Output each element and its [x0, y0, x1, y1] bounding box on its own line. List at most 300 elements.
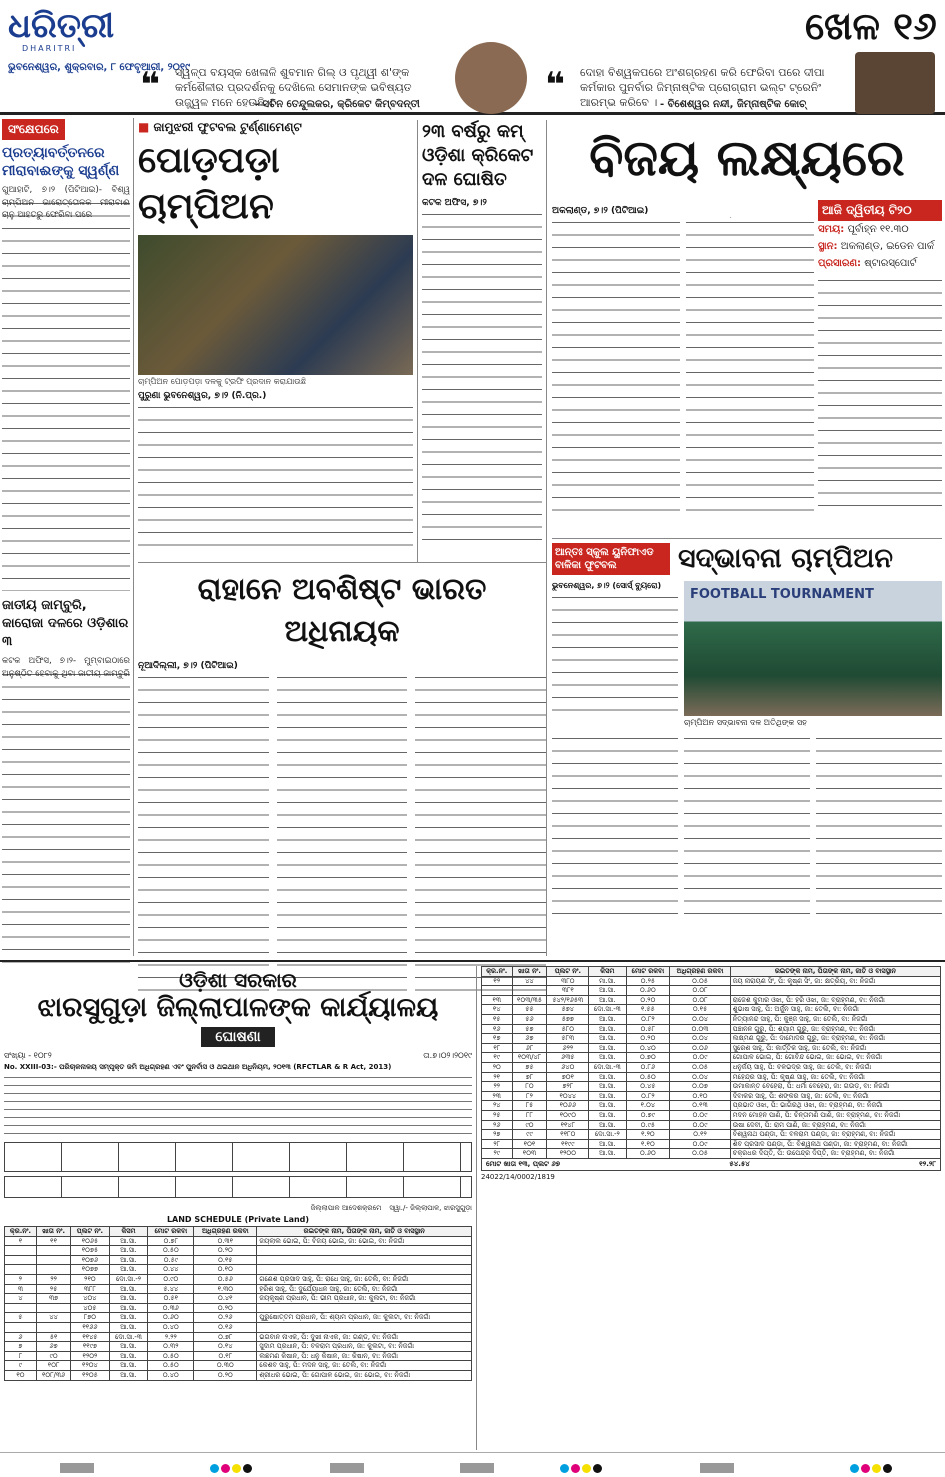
- table-cell: ୭୮: [512, 1072, 547, 1082]
- table-cell: [257, 1322, 472, 1332]
- masthead: [0, 0, 945, 115]
- land-schedule-table-left: [4, 1226, 472, 1381]
- table-cell: [36, 1265, 70, 1275]
- table-cell: ୦.୦୪: [670, 1072, 730, 1082]
- table-cell: ୨୦: [482, 1062, 513, 1072]
- table-cell: [36, 1255, 70, 1265]
- table-cell: ୧୪: [482, 1005, 513, 1015]
- table-row: [482, 1101, 941, 1111]
- table-cell: ୧୦୮: [36, 1361, 70, 1371]
- t20-info-row-venue: ସ୍ଥାନ: ଅକଲାଣ୍ଡ, ଇଡେନ ପାର୍କ: [818, 241, 935, 252]
- table-cell: ୨୭: [482, 1130, 513, 1140]
- table-cell: ୦.୬୦: [626, 986, 670, 996]
- table-cell: ବିଶ୍ୱନାଥ ପଣ୍ଡା, ପି: ବଳରାମ ପଣ୍ଡା, ଜା: ବ୍ରାହ୍ମଣ, ବା: ନିଜଗାଁ: [730, 1130, 940, 1140]
- story-school: [552, 538, 942, 919]
- table-cell: ୦.୭୯: [626, 1110, 670, 1120]
- table-cell: ଆ.ସା.: [109, 1342, 148, 1352]
- table-cell: ୦.୦୫: [670, 1062, 730, 1072]
- school-team-photo: [684, 581, 942, 716]
- table-row: [482, 1149, 941, 1159]
- table-cell: ୯୦: [36, 1351, 70, 1361]
- sidebar-briefs: [2, 118, 130, 956]
- table-cell: ୦.୪୦: [626, 1043, 670, 1053]
- table-row: [482, 1082, 941, 1092]
- table-cell: ୧.୨୦: [626, 1130, 670, 1140]
- table-cell: ୧୦୧: [512, 1139, 547, 1149]
- table-cell: ଆ.ସା.: [589, 1110, 626, 1120]
- table-cell: ଆ.ସା.: [589, 1053, 626, 1063]
- table-cell: ୦.୫୯: [148, 1255, 194, 1265]
- total-area: ୫୪.୫୪: [729, 1159, 750, 1168]
- table-cell: ଆ.ସା.: [109, 1265, 148, 1275]
- brief-1-body: [2, 199, 130, 591]
- table-cell: ରାଜେଶ କୁମାର ଓଝା, ପି: ହରି ଓଝା, ଜା: ବ୍ରାହ୍ମଣ, ବା: ନିଜଗାଁ: [730, 995, 940, 1005]
- table-cell: ଆ.ସା.: [109, 1255, 148, 1265]
- table-row: [482, 1005, 941, 1015]
- table-row: [5, 1255, 472, 1265]
- table-cell: ୨୯: [482, 1149, 513, 1159]
- notice-signature-2: ସ୍ୱା./- ଜିଲ୍ଲାପାଳ, ଝାରସୁଗୁଡ଼ା: [389, 1204, 472, 1212]
- story-t20-body-col2: [686, 218, 814, 518]
- notice-mini-table-2: [4, 1176, 472, 1198]
- table-cell: ପୁରୁଷୋତ୍ତମ ପ୍ରଧାନ, ପି: ଶ୍ୟାମ ପ୍ରଧାନ, ଜା: କୁଲଟା, ବା: ନିଜଗାଁ: [257, 1313, 472, 1323]
- table-row: [482, 1072, 941, 1082]
- table-cell: ୦.୫୧: [148, 1294, 194, 1304]
- table-cell: ୦.୨୫: [626, 976, 670, 986]
- table-cell: ୮୦: [512, 1082, 547, 1092]
- table-cell: ଶ୍ରୀଧର ଭୋଇ, ପି: ଗୋପାଳ ଭୋଇ, ଜା: ଭୋଇ, ବା: ନିଜଗାଁ: [257, 1370, 472, 1380]
- table-cell: [5, 1303, 37, 1313]
- story-football: [138, 120, 413, 553]
- brief-2-lead: କଟକ ଅଫିସ, ୭।୨- ମୁମ୍ବାଇଠାରେ ଅନୁଷ୍ଠିତ ହେବାକୁ ଥିବା ଜାତୀୟ ଜାମ୍ବୁରି: [2, 656, 130, 679]
- gray-block: [460, 1463, 494, 1473]
- story-rahane-headline: ରାହାନେ ଅବଶିଷ୍ଟ ଭାରତ ଅଧିନାୟକ: [197, 572, 487, 649]
- table-cell: ଆ.ସା.: [589, 1149, 626, 1159]
- table-cell: ଜୟଲାଲ ଭୋଇ, ପି: ବିଜୟ ଭୋଇ, ଜା: ଭୋଇ, ବା: ନିଜଗାଁ: [257, 1236, 472, 1246]
- table-cell: ୬୪୦: [547, 1062, 589, 1072]
- notice-act-line: No. XXIII-03:- ପରିଚାଳନାଳୟ ସମ୍ପୃକ୍ତ ଜମି ଅଧିଗ୍ରହଣ ଏବଂ ପୁନର୍ବାସ ଓ ଥଇଥାନ ଅଧିନିୟମ, ୨୦୧୩ (RFCTLAR & R Act, 2013): [4, 1063, 392, 1071]
- table-cell: ୦.୦୪: [670, 1034, 730, 1044]
- table-cell: ୦.୮୨: [626, 1091, 670, 1101]
- brief-2-body: [2, 670, 130, 970]
- table-cell: ୧୧୬୬: [71, 1322, 109, 1332]
- gray-block: [60, 1463, 94, 1473]
- print-color-strip: [0, 1452, 945, 1472]
- table-row: [5, 1246, 472, 1256]
- table-cell: ଦୋ.ସା.-୨: [109, 1274, 148, 1284]
- table-row: [5, 1322, 472, 1332]
- table-cell: ୦.୪୦: [148, 1370, 194, 1380]
- table-cell: ଆ.ସା.: [109, 1361, 148, 1371]
- table-cell: ୧୨୦୪: [71, 1361, 109, 1371]
- table-cell: ଆ.ସା.: [589, 1101, 626, 1111]
- table-cell: ଆ.ସା.: [589, 1034, 626, 1044]
- table-cell: ୫.୪୪: [148, 1284, 194, 1294]
- table-cell: ୦.୨୦: [194, 1246, 257, 1256]
- table-cell: ୩୮୦: [547, 976, 589, 986]
- table-cell: ୧୯: [482, 1053, 513, 1063]
- table-cell: ୦.୨୬: [194, 1313, 257, 1323]
- table-row: [482, 1091, 941, 1101]
- table-cell: ୦.୦୯: [670, 1120, 730, 1130]
- table-cell: ୦.୭୦: [626, 1053, 670, 1063]
- table-cell: ୦.୨୦: [194, 1370, 257, 1380]
- table-row: [5, 1265, 472, 1275]
- story-football-kicker: ■ ଜାମୁଝରୀ ଫୁଟବଲ ଟୁର୍ଣ୍ଣାମେଣ୍ଟ: [138, 120, 302, 134]
- table-cell: ୪୪: [512, 976, 547, 986]
- table-cell: ୬୩୫: [547, 1053, 589, 1063]
- table-cell: ୧୨: [482, 976, 513, 986]
- table-cell: ଲଛମଣ କିଷାନ, ପି: ଧନୁ କିଷାନ, ଜା: କିଷାନ, ବା: ନିଜଗାଁ: [257, 1351, 472, 1361]
- table-cell: ୦.୦୩: [670, 1024, 730, 1034]
- coach-portrait: [855, 52, 935, 114]
- story-u23: [422, 120, 542, 550]
- table-cell: ଦୋ.ସା.-୩: [109, 1332, 148, 1342]
- table-cell: ୫୪୨/୧୬୫୩: [547, 995, 589, 1005]
- table-header-cell: ପ୍ଲଟ ନଂ.: [71, 1227, 109, 1237]
- table-cell: ୧.୧୦: [626, 1139, 670, 1149]
- table-cell: ଗଣେଶ ପ୍ରସାଦ ସାହୁ, ପି: ରାଧେ ସାହୁ, ଜା: ତେଲି, ବା: ନିଜଗାଁ: [257, 1274, 472, 1284]
- quote-2-author: - ବିଶେଶ୍ୱର ନନ୍ଦୀ, ଜିମ୍ନାଷ୍ଟିକ କୋଚ୍: [660, 99, 807, 110]
- t20-info-row-time: ସମୟ: ପୂର୍ବାହ୍ନ ୧୧.୩୦: [818, 224, 909, 235]
- table-cell: ୧: [5, 1236, 37, 1246]
- cmyk-swatches: [850, 1458, 894, 1477]
- table-cell: ମଦନ ମୋହନ ପାଣି, ପି: ଚିନ୍ତାମଣି ପାଣି, ଜା: ବ୍ରାହ୍ମଣ, ବା: ନିଜଗାଁ: [730, 1110, 940, 1120]
- column-rule: [476, 966, 477, 1450]
- table-cell: ୧୨୦୦: [547, 1149, 589, 1159]
- table-cell: ୦.୦୯: [670, 1053, 730, 1063]
- brief-1-lead: ଗୁଆହାଟି, ୭।୨ (ପିଟିଆଇ)- ବିଶ୍ୱ ଚାମ୍ପିଅନ ଭାରୋତ୍ତୋଳକ ମୀରାବାଈ ଚାନୁ ଆହତରୁ ଫେରିବା ପରେ: [2, 185, 130, 221]
- table-cell: ୦.୮୨: [626, 1014, 670, 1024]
- table-cell: ଆ.ସା.: [589, 1139, 626, 1149]
- table-cell: ଆ.ସା.: [109, 1313, 148, 1323]
- table-cell: ୦.୬୦: [626, 1149, 670, 1159]
- table-header-cell: କ୍ର.ନଂ.: [5, 1227, 37, 1237]
- table-cell: ଶୁଭାଷ ସାହୁ, ପି: ଅର୍ଜୁନ ସାହୁ, ଜା: ତେଲି, ବା: ନିଜଗାଁ: [730, 1005, 940, 1015]
- land-schedule-table-right: [481, 966, 941, 1159]
- table-cell: ୧୧୪୮: [547, 1120, 589, 1130]
- table-cell: ୩୮୧: [547, 986, 589, 996]
- table-cell: ୧୦୭୫: [71, 1246, 109, 1256]
- table-cell: ୨: [5, 1274, 37, 1284]
- masthead-dateline: ଭୁବନେଶ୍ୱର, ଶୁକ୍ରବାର, ୮ ଫେବୃଆରୀ, ୨୦୧୯: [8, 62, 191, 73]
- table-cell: ମା.ସା.: [589, 976, 626, 986]
- table-cell: ଆ.ସା.: [109, 1322, 148, 1332]
- quote-2-text: ଦୋହା ବିଶ୍ୱକପରେ ଅଂଶଗ୍ରହଣ କରି ଫେରିବା ପରେ ଦୀପା କର୍ମକାର ପୁନର୍ବାର ଜିମ୍ନାଷ୍ଟିକ ପ୍ରୋଗ୍ରାମ ଭଲ୍ଟ ଟ୍ରେନିଂ ଆରମ୍ଭ କରିବେ ।: [580, 66, 825, 109]
- table-cell: ୧୧: [36, 1236, 70, 1246]
- quote-1-author: - ସଚିନ ତେନ୍ଦୁଲକର, କ୍ରିକେଟ କିମ୍ବଦନ୍ତୀ: [255, 99, 420, 110]
- table-cell: ୧୦୬୫: [71, 1236, 109, 1246]
- land-schedule-title: LAND SCHEDULE (Private Land): [166, 1215, 310, 1224]
- gray-block: [700, 1463, 734, 1473]
- table-cell: ୫୮୩: [547, 1034, 589, 1044]
- table-cell: [36, 1303, 70, 1313]
- table-cell: ୧.୦୪: [626, 1101, 670, 1111]
- table-header-cell: କିସମ: [109, 1227, 148, 1237]
- notice-office-title: ଝାରସୁଗୁଡ଼ା ଜିଲ୍ଲାପାଳଙ୍କ କାର୍ଯ୍ୟାଳୟ: [37, 992, 439, 1023]
- notice-mini-table-1: [4, 1142, 472, 1172]
- table-cell: ୫୭୭: [547, 1014, 589, 1024]
- table-cell: ୮୫: [512, 1101, 547, 1111]
- story-rahane-dateline: ନୂଆଦିଲ୍ଲୀ, ୭।୨ (ପିଟିଆଇ): [138, 661, 238, 671]
- notice-ref-no: ସଂଖ୍ୟା - ୧୦୮୨: [4, 1051, 52, 1060]
- table-row: [5, 1294, 472, 1304]
- table-cell: ଜୟକୃଷ୍ଣ ପ୍ରଧାନ, ପି: ଭୀମ ପ୍ରଧାନ, ଜା: କୁଲଟା, ବା: ନିଜଗାଁ: [257, 1294, 472, 1304]
- table-cell: ୪୪: [36, 1313, 70, 1323]
- table-cell: ୦.୧୮: [194, 1351, 257, 1361]
- table-cell: ୮: [5, 1351, 37, 1361]
- newspaper-logo-sub: DHARITRI: [22, 44, 77, 53]
- story-u23-dateline: କଟକ ଅଫିସ, ୭।୨: [422, 198, 487, 208]
- table-row: [5, 1284, 472, 1294]
- story-football-dateline: ପୁରୁଣା ଭୁବନେଶ୍ୱର, ୭।୨ (ନି.ପ୍ର.): [138, 391, 267, 401]
- table-cell: ୧୨୦୨: [71, 1351, 109, 1361]
- table-cell: ୨୧: [482, 1072, 513, 1082]
- story-t20-body-col1: [552, 218, 680, 518]
- table-row: [482, 1053, 941, 1063]
- table-header-cell: ମୋଟ ରକବା: [626, 967, 670, 977]
- table-cell: ଆ.ସା.: [109, 1236, 148, 1246]
- table-cell: ୦.୧୫: [670, 1005, 730, 1015]
- table-cell: ୦.୦୬: [670, 1043, 730, 1053]
- table-cell: ୦.୧୪: [194, 1342, 257, 1352]
- table-cell: ୦.୭୮: [194, 1332, 257, 1342]
- page-label: ଖେଳ ୧୬: [805, 4, 937, 48]
- table-cell: ୬୭: [512, 1034, 547, 1044]
- story-t20-headline: ବିଜୟ ଲକ୍ଷ୍ୟରେ: [589, 128, 905, 187]
- table-row: [482, 986, 941, 996]
- table-cell: ୯୯: [512, 1130, 547, 1140]
- quote-icon: ❝: [140, 65, 160, 105]
- table-cell: ୦.୪୧: [194, 1294, 257, 1304]
- table-cell: ୦.୩୦: [194, 1361, 257, 1371]
- table-row: [482, 1043, 941, 1053]
- notice-label: ଘୋଷଣା: [201, 1027, 274, 1047]
- table-cell: ୦.୩୨: [148, 1342, 194, 1352]
- table-cell: ୪୦୪: [71, 1294, 109, 1304]
- table-cell: ୦.୪୦: [148, 1322, 194, 1332]
- table-cell: ୫୬: [512, 1014, 547, 1024]
- table-cell: ଆ.ସା.: [589, 986, 626, 996]
- table-cell: ୫: [5, 1313, 37, 1323]
- table-row: [482, 1139, 941, 1149]
- table-cell: ୦.୦୯: [670, 1110, 730, 1120]
- table-header-cell: ରଇତଙ୍କ ନାମ, ପିତାଙ୍କ ନାମ, ଜାତି ଓ ବାସସ୍ଥାନ: [730, 967, 940, 977]
- table-row: [482, 1014, 941, 1024]
- brief-2-headline: ଜାତୀୟ ଜାମ୍ବୁରି, କାରୋଜା ଦଳରେ ଓଡ଼ିଶାର ୩: [2, 598, 129, 649]
- table-cell: ୦.୨୦: [626, 995, 670, 1005]
- table-cell: ୦.୫୦: [148, 1361, 194, 1371]
- notice-ref-date: ତା.୭।୦୨।୨୦୧୯: [423, 1051, 472, 1060]
- table-header-cell: କ୍ର.ନଂ.: [482, 967, 513, 977]
- table-cell: ୦.୨୦: [626, 1034, 670, 1044]
- table-cell: [257, 1246, 472, 1256]
- column-rule: [417, 120, 418, 562]
- table-cell: ୨୩: [482, 1091, 513, 1101]
- table-cell: ୧୦୩/୪୮: [512, 1053, 547, 1063]
- table-cell: ୧୮: [482, 1043, 513, 1053]
- table-cell: ୧୨୦୫: [71, 1370, 109, 1380]
- table-cell: ୧୦୭୬: [71, 1255, 109, 1265]
- table-cell: ୬୨୨: [547, 1043, 589, 1053]
- table-cell: ୦.୧୩: [670, 1101, 730, 1111]
- table-cell: ୧୦୪୪: [547, 1091, 589, 1101]
- table-cell: ୦.୩୧: [194, 1236, 257, 1246]
- table-cell: ୨.୨୨: [148, 1332, 194, 1342]
- table-cell: ୧୦୮/୩୬: [36, 1370, 70, 1380]
- table-cell: [5, 1265, 37, 1275]
- notice-footer-code: 24022/14/0002/1819: [481, 1172, 555, 1181]
- table-cell: ୦.୯୫: [626, 1120, 670, 1130]
- table-cell: ୩୮୮: [71, 1284, 109, 1294]
- cmyk-swatches: [210, 1458, 254, 1477]
- table-cell: ୧୧୯୯: [547, 1139, 589, 1149]
- table-row: [5, 1313, 472, 1323]
- table-cell: ୧୧୮୦: [547, 1130, 589, 1140]
- table-cell: ଦିବାକର ସାହୁ, ପି: ଶଙ୍କର ସାହୁ, ଜା: ତେଲି, ବା: ନିଜଗାଁ: [730, 1091, 940, 1101]
- table-cell: ୦.୪୪: [148, 1265, 194, 1275]
- table-cell: ୦.୪୫: [626, 1082, 670, 1092]
- story-football-body: [138, 403, 413, 553]
- table-cell: ଦୋ.ସା.-୩: [589, 1062, 626, 1072]
- table-cell: ୮୨: [512, 1091, 547, 1101]
- table-row: [482, 1062, 941, 1072]
- table-cell: ୧୦୬୬: [547, 1101, 589, 1111]
- table-cell: ୧୫: [482, 1014, 513, 1024]
- story-rahane: [138, 562, 546, 993]
- quote-1-text: ସ୍ୱଳ୍ପ ବୟସ୍କ ଖେଳାଳି ଶୁବମାନ ଗିଲ୍ ଓ ପୃଥ୍ୱୀ ଶ'ଙ୍କ କର୍ମଶୈଳୀର ପ୍ରଦର୍ଶନକୁ ଦେଖିଲେ ସେମାନଙ୍କ ଭବିଷ୍ୟତ ଉଜ୍ଜ୍ୱଳ ମନେ ହେଉଛି ।: [175, 66, 412, 109]
- table-cell: ୫୭: [512, 1024, 547, 1034]
- table-cell: ଆ.ସା.: [109, 1303, 148, 1313]
- table-cell: ୫୧: [36, 1332, 70, 1342]
- story-rahane-body-col3: [415, 673, 546, 993]
- t20-info-title: ଆଜି ଦ୍ୱିତୀୟ ଟି୨୦: [818, 200, 942, 221]
- t20-squads-text: [818, 276, 942, 516]
- story-rahane-body-col1: [138, 673, 269, 993]
- table-row: [482, 1130, 941, 1140]
- table-cell: ୦.୦୮: [670, 995, 730, 1005]
- table-row: [482, 995, 941, 1005]
- table-cell: ନିତ୍ୟାନନ୍ଦ ସାହୁ, ପି: କୁଞ୍ଜ ସାହୁ, ଜା: ତେଲି, ବା: ନିଜଗାଁ: [730, 1014, 940, 1024]
- table-cell: ୦.୧୬: [194, 1322, 257, 1332]
- table-cell: ୨୮: [482, 1139, 513, 1149]
- table-row: [5, 1332, 472, 1342]
- sachin-portrait: [455, 42, 527, 114]
- table-cell: ୬୮: [512, 1043, 547, 1053]
- table-cell: ୭୨୮: [547, 1082, 589, 1092]
- notice-signature: ଜିଲ୍ଲାପାଳ ଆଦେଶକ୍ରମେ: [310, 1204, 382, 1212]
- total-area-acquired: ୧୨.୨୮: [919, 1159, 936, 1168]
- story-school-body-col4: [816, 734, 942, 919]
- table-header-cell: ପ୍ଲଟ ନଂ.: [547, 967, 589, 977]
- t20-info-row-broadcast: ପ୍ରସାରଣ: ଷ୍ଟାରସ୍ପୋର୍ଟ: [818, 258, 917, 269]
- total-row-label: ମୋଟ ଖାତା ୧୩, ପ୍ଲଟ ୬୭: [486, 1159, 560, 1168]
- table-cell: ୦.୧୦: [194, 1265, 257, 1275]
- table-cell: [5, 1255, 37, 1265]
- table-cell: ୮୮: [512, 1110, 547, 1120]
- table-cell: [512, 986, 547, 996]
- table-cell: ୦.୦୪: [670, 1014, 730, 1024]
- table-row: [5, 1370, 472, 1380]
- table-cell: ଦୋ.ସା.-୨: [589, 1130, 626, 1140]
- table-cell: ୦.୦୮: [670, 986, 730, 996]
- table-cell: ଆ.ସା.: [589, 1091, 626, 1101]
- cmyk-swatches: [560, 1458, 604, 1477]
- table-cell: ୮୭୦: [71, 1313, 109, 1323]
- table-cell: ଆ.ସା.: [109, 1246, 148, 1256]
- table-cell: ୧୩: [482, 995, 513, 1005]
- table-cell: ୨୨: [482, 1082, 513, 1092]
- story-school-headline: ସଦ୍ଭାବନା ଚାମ୍ପିଅନ: [678, 543, 893, 574]
- table-cell: ୦.୫୬: [194, 1274, 257, 1284]
- table-row: [482, 1110, 941, 1120]
- table-cell: ୦.୦୯: [670, 1139, 730, 1149]
- table-row: [5, 1342, 472, 1352]
- table-cell: ୩: [5, 1284, 37, 1294]
- notice-body-text: [4, 1074, 472, 1138]
- photo-banner-text: FOOTBALL TOURNAMENT: [690, 587, 874, 602]
- table-cell: ଆ.ସା.: [589, 995, 626, 1005]
- brief-1-headline: ପ୍ରତ୍ୟାବର୍ତ୍ତନରେ ମୀରାବାଈଙ୍କୁ ସ୍ୱର୍ଣ୍ଣ: [2, 145, 120, 179]
- government-notice-ad: [0, 960, 945, 1450]
- table-cell: ୫୮୦: [547, 1024, 589, 1034]
- table-header-cell: ଖାତା ନଂ.: [512, 967, 547, 977]
- table-cell: ପ୍ରଭାତ ଓଝା, ପି: ଭାଗିରଥି ଓଝା, ଜା: ବ୍ରାହ୍ମଣ, ବା: ନିଜଗାଁ: [730, 1101, 940, 1111]
- table-cell: ଲକ୍ଷ୍ମଣ ଗୁରୁ, ପି: ଦାମୋଦର ଗୁରୁ, ଜା: ବ୍ରାହ୍ମଣ, ବା: ନିଜଗାଁ: [730, 1034, 940, 1044]
- football-team-photo: [138, 235, 413, 375]
- table-cell: ଆ.ସା.: [589, 1082, 626, 1092]
- table-cell: [5, 1322, 37, 1332]
- table-cell: [257, 1303, 472, 1313]
- table-cell: ଆ.ସା.: [589, 1024, 626, 1034]
- table-cell: ୧୬: [482, 1024, 513, 1034]
- story-t20-text: [552, 206, 814, 518]
- table-cell: ୦.୫୮: [626, 1024, 670, 1034]
- table-cell: ଆ.ସା.: [589, 1014, 626, 1024]
- table-cell: ୨୬: [482, 1120, 513, 1130]
- story-t20-dateline: ଅକଲାଣ୍ଡ, ୭।୨ (ପିଟିଆଇ): [552, 206, 649, 216]
- table-cell: ୯: [5, 1361, 37, 1371]
- table-cell: ପଞ୍ଚାନନ ଗୁରୁ, ପି: ଶ୍ୟାମ ଗୁରୁ, ଜା: ବ୍ରାହ୍ମଣ, ବା: ନିଜଗାଁ: [730, 1024, 940, 1034]
- table-cell: ଗୋପାଳ ଭୋଇ, ପି: ଗୋବିନ୍ଦ ଭୋଇ, ଜା: ଭୋଇ, ବା: ନିଜଗାଁ: [730, 1053, 940, 1063]
- table-cell: ଆ.ସା.: [589, 1072, 626, 1082]
- t20-info-box: [818, 200, 942, 516]
- table-header-cell: ଖାତା ନଂ.: [36, 1227, 70, 1237]
- column-rule: [133, 118, 134, 956]
- table-cell: ଉଷା ଦେବୀ, ପି: ରାମ ପାଣି, ଜା: ବ୍ରାହ୍ମଣ, ବା: ନିଜଗାଁ: [730, 1120, 940, 1130]
- table-cell: ଧନୁର୍ଜୟ ସାହୁ, ପି: ବଳଭଦ୍ର ସାହୁ, ଜା: ତେଲି, ବା: ନିଜଗାଁ: [730, 1062, 940, 1072]
- table-cell: ୦.୫୦: [148, 1351, 194, 1361]
- story-u23-body: [422, 210, 542, 550]
- table-cell: ୦.୫୦: [626, 1072, 670, 1082]
- table-cell: ଆ.ସା.: [589, 1120, 626, 1130]
- table-row: [5, 1361, 472, 1371]
- table-cell: ଦୋ.ସା.-୩: [589, 1005, 626, 1015]
- notice-right-panel: [481, 966, 941, 1181]
- table-cell: [482, 986, 513, 996]
- table-cell: ଚକ୍ରଧର ଦିପ୍ତି, ପି: ଉପେନ୍ଦ୍ର ଦିପ୍ତି, ଜା: ବ୍ରାହ୍ମଣ, ବା: ନିଜଗାଁ: [730, 1149, 940, 1159]
- story-u23-headline: ୨୩ ବର୍ଷରୁ କମ୍ ଓଡ଼ିଶା କ୍ରିକେଟ ଦଳ ଘୋଷିତ: [422, 121, 534, 190]
- table-cell: ୨୪: [482, 1101, 513, 1111]
- table-cell: ୦.୧୨: [670, 1130, 730, 1140]
- table-cell: ୪: [5, 1294, 37, 1304]
- table-cell: [730, 986, 940, 996]
- quote-icon: ❝: [545, 65, 565, 105]
- table-cell: ଆ.ସା.: [109, 1351, 148, 1361]
- table-cell: ୧୦୯୦: [547, 1110, 589, 1120]
- table-cell: ହରିଶ ସାହୁ, ପି: ଦୁର୍ଯ୍ୟୋଧନ ସାହୁ, ଜା: ତେଲି, ବା: ନିଜଗାଁ: [257, 1284, 472, 1294]
- story-school-dateline: ଭୁବନେଶ୍ୱର, ୭।୨ (ସୋର୍ସ୍ ବ୍ୟୁରୋ): [552, 581, 662, 590]
